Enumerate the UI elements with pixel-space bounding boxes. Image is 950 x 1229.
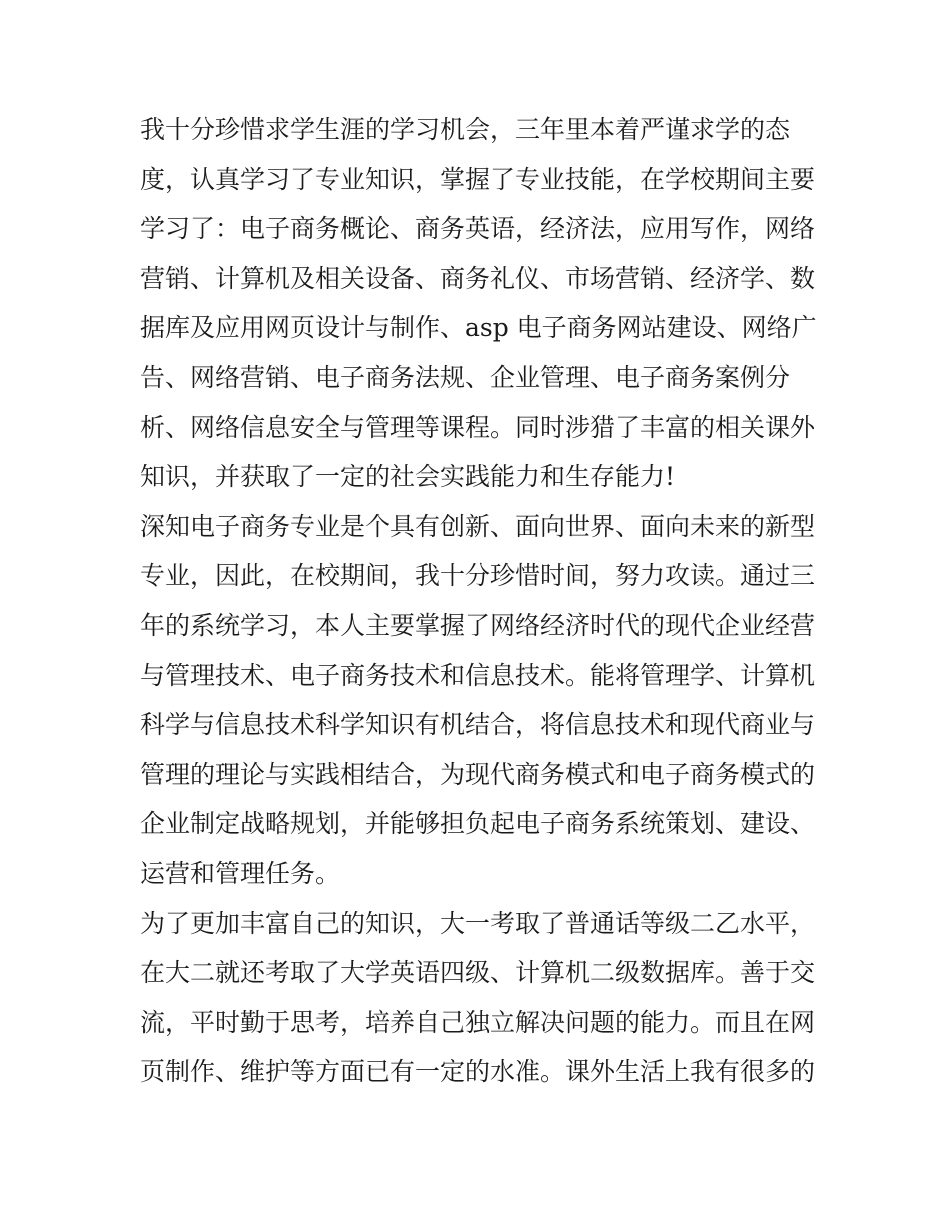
text-line: 析、网络信息安全与管理等课程。同时涉猎了丰富的相关课外	[140, 412, 816, 442]
text-line: 科学与信息技术科学知识有机结合，将信息技术和现代商业与	[140, 710, 816, 740]
text-line: 专业，因此，在校期间，我十分珍惜时间，努力攻读。通过三	[140, 561, 816, 591]
text-line: 深知电子商务专业是个具有创新、面向世界、面向未来的新型	[140, 511, 816, 541]
text-line: 营销、计算机及相关设备、商务礼仪、市场营销、经济学、数	[140, 263, 816, 293]
text-line: 企业制定战略规划，并能够担负起电子商务系统策划、建设、	[140, 809, 816, 839]
text-line: 在大二就还考取了大学英语四级、计算机二级数据库。善于交	[140, 958, 816, 988]
text-line: 知识，并获取了一定的社会实践能力和生存能力!	[140, 462, 676, 492]
text-line: 年的系统学习，本人主要掌握了网络经济时代的现代企业经营	[140, 610, 816, 640]
text-line: 告、网络营销、电子商务法规、企业管理、电子商务案例分	[140, 362, 791, 392]
text-line: 运营和管理任务。	[140, 858, 341, 888]
text-line: 据库及应用网页设计与制作、asp 电子商务网站建设、网络广	[140, 313, 817, 343]
text-line: 为了更加丰富自己的知识，大一考取了普通话等级二乙水平，	[140, 908, 816, 938]
body-text	[140, 105, 820, 1097]
text-line: 学习了：电子商务概论、商务英语，经济法，应用写作，网络	[140, 214, 816, 244]
text-line: 页制作、维护等方面已有一定的水准。课外生活上我有很多的	[140, 1057, 816, 1087]
text-line: 流，平时勤于思考，培养自己独立解决问题的能力。而且在网	[140, 1007, 816, 1037]
text-line: 度，认真学习了专业知识，掌握了专业技能，在学校期间主要	[140, 164, 816, 194]
text-line: 与管理技术、电子商务技术和信息技术。能将管理学、计算机	[140, 660, 816, 690]
text-line: 管理的理论与实践相结合，为现代商务模式和电子商务模式的	[140, 759, 816, 789]
text-line: 我十分珍惜求学生涯的学习机会，三年里本着严谨求学的态	[140, 115, 791, 144]
